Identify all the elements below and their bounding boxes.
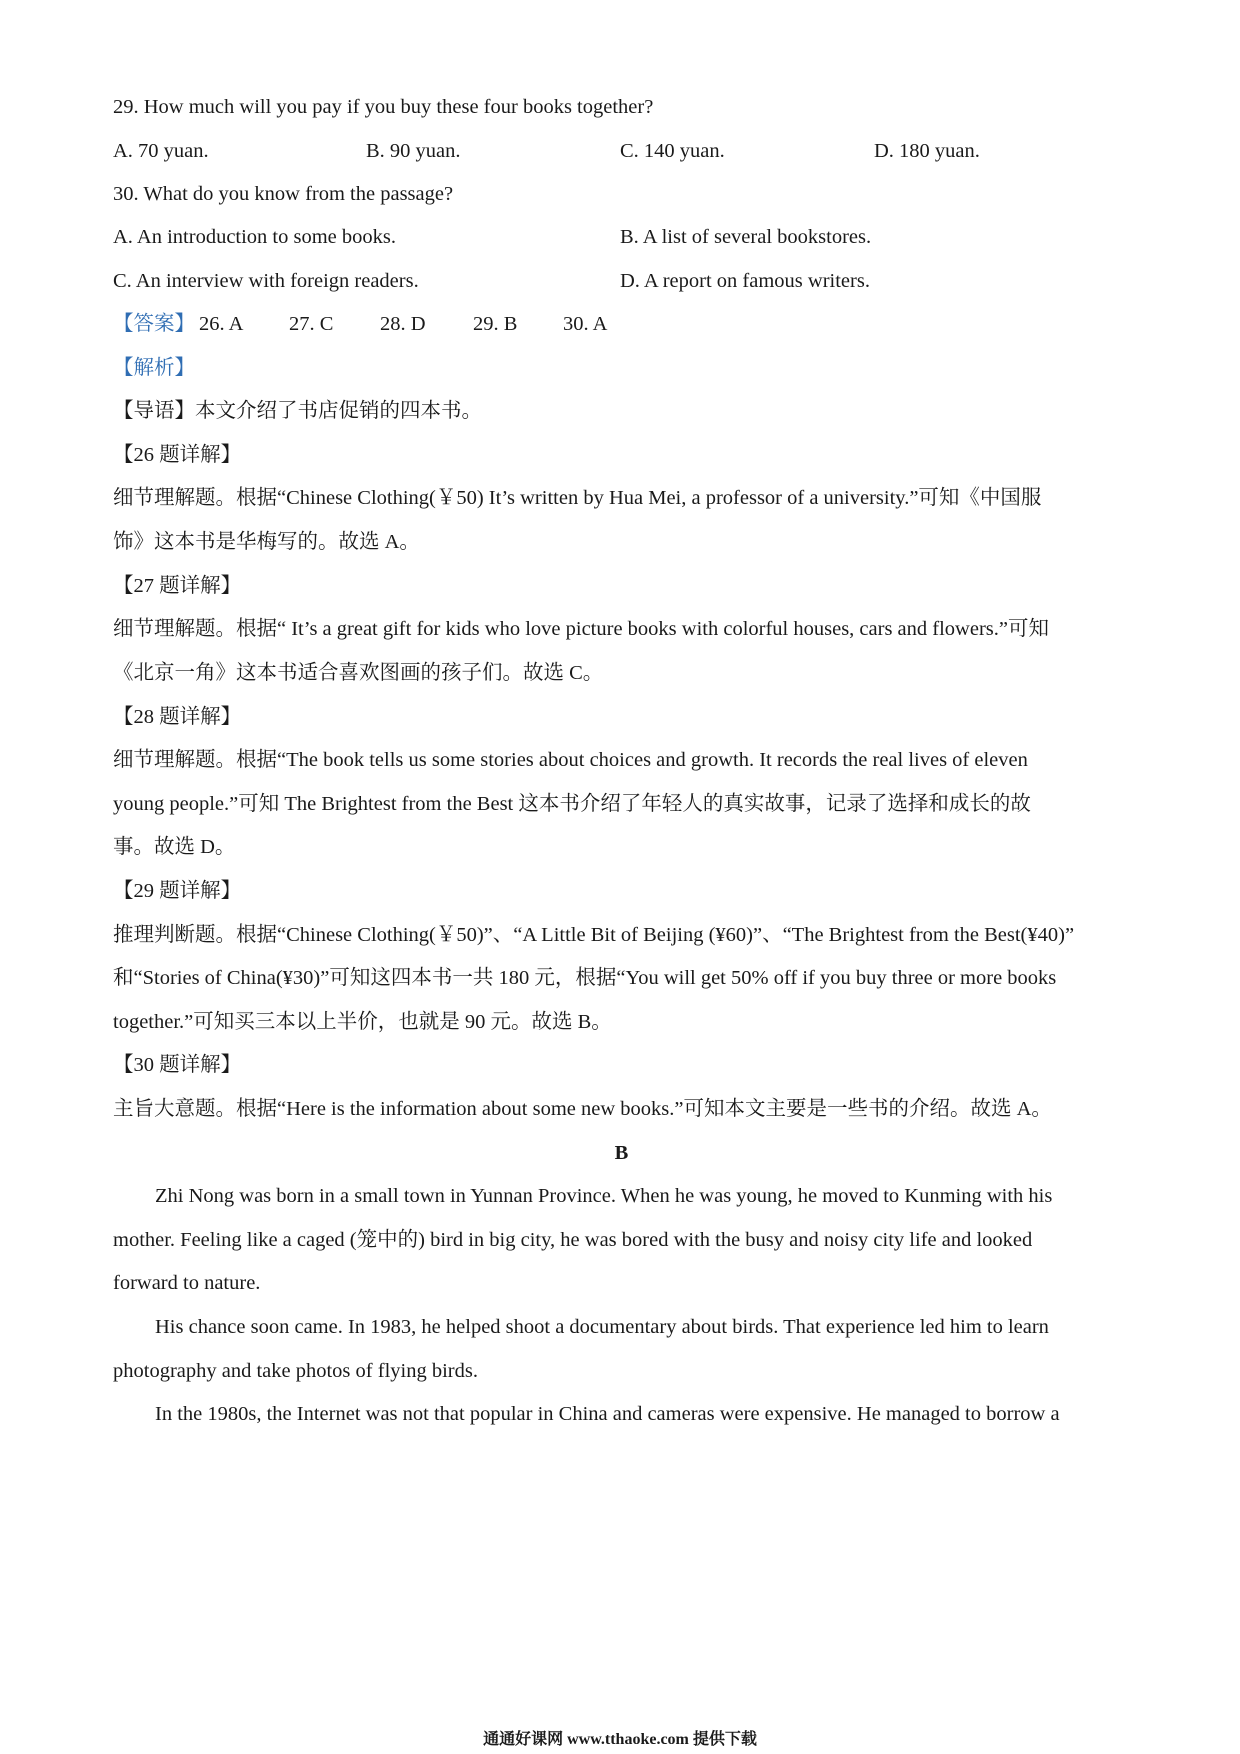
guide-text: 【导语】本文介绍了书店促销的四本书。: [113, 400, 482, 422]
explanation-heading-27: 【27 题详解】: [113, 575, 242, 597]
explanation-heading-26: 【26 题详解】: [113, 444, 242, 466]
passage-line: In the 1980s, the Internet was not that popular in China and cameras were expensive. He managed to borrow a: [155, 1403, 1060, 1425]
q30-option-a: A. An introduction to some books.: [113, 226, 397, 248]
explanation-heading-28: 【28 题详解】: [113, 706, 242, 728]
q29-option-a: A. 70 yuan.: [113, 140, 209, 162]
q29-option-c: C. 140 yuan.: [620, 140, 725, 162]
question-29: 29. How much will you pay if you buy these four books together?: [113, 96, 654, 118]
page-footer: 通通好课网 www.tthaoke.com 提供下载: [483, 1731, 757, 1748]
explanation-line: together.”可知买三本以上半价，也就是 90 元。故选 B。: [113, 1011, 612, 1033]
explanation-line: 主旨大意题。根据“Here is the information about some new books.”可知本文主要是一些书的介绍。故选 A。: [113, 1098, 1052, 1120]
explanation-line: 饰》这本书是华梅写的。故选 A。: [113, 531, 420, 553]
passage-line: His chance soon came. In 1983, he helped shoot a documentary about birds. That experience led him to learn: [155, 1316, 1049, 1338]
section-b-title: B: [614, 1142, 629, 1164]
explanation-heading-30: 【30 题详解】: [113, 1054, 242, 1076]
passage-line: photography and take photos of flying birds.: [113, 1360, 478, 1382]
explanation-line: 细节理解题。根据“The book tells us some stories about choices and growth. It records the real lives of eleven: [113, 749, 1028, 771]
explanation-line: 和“Stories of China(¥30)”可知这四本书一共 180 元，根据“You will get 50% off if you buy three or more books: [113, 967, 1057, 989]
passage-line: forward to nature.: [113, 1272, 261, 1294]
answer-item: 27. C: [289, 313, 334, 335]
q30-option-d: D. A report on famous writers.: [620, 270, 870, 292]
answer-item: 30. A: [563, 313, 608, 335]
explanation-line: young people.”可知 The Brightest from the Best 这本书介绍了年轻人的真实故事，记录了选择和成长的故: [113, 793, 1031, 815]
q30-option-c: C. An interview with foreign readers.: [113, 270, 419, 292]
explanation-line: 《北京一角》这本书适合喜欢图画的孩子们。故选 C。: [113, 662, 604, 684]
explanation-heading-29: 【29 题详解】: [113, 880, 242, 902]
explanation-line: 细节理解题。根据“Chinese Clothing(￥50) It’s written by Hua Mei, a professor of a university.”可知《中国服: [113, 487, 1042, 509]
answer-label: 【答案】: [113, 313, 195, 335]
passage-line: Zhi Nong was born in a small town in Yunnan Province. When he was young, he moved to Kunming with his: [155, 1185, 1053, 1207]
analysis-label: 【解析】: [113, 357, 195, 379]
explanation-line: 事。故选 D。: [113, 836, 236, 858]
explanation-line: 细节理解题。根据“ It’s a great gift for kids who love picture books with colorful houses, cars and flowers.”可知: [113, 618, 1049, 640]
explanation-line: 推理判断题。根据“Chinese Clothing(￥50)”、“A Little Bit of Beijing (¥60)”、“The Brightest from the Best(¥40)”: [113, 924, 1075, 946]
q29-option-b: B. 90 yuan.: [366, 140, 461, 162]
question-30: 30. What do you know from the passage?: [113, 183, 454, 205]
answer-item: 28. D: [380, 313, 426, 335]
q30-option-b: B. A list of several bookstores.: [620, 226, 872, 248]
passage-line: mother. Feeling like a caged (笼中的) bird in big city, he was bored with the busy and noisy city life and looked: [113, 1229, 1033, 1251]
answer-item: 29. B: [473, 313, 518, 335]
answer-item: 26. A: [199, 313, 244, 335]
q29-option-d: D. 180 yuan.: [874, 140, 980, 162]
